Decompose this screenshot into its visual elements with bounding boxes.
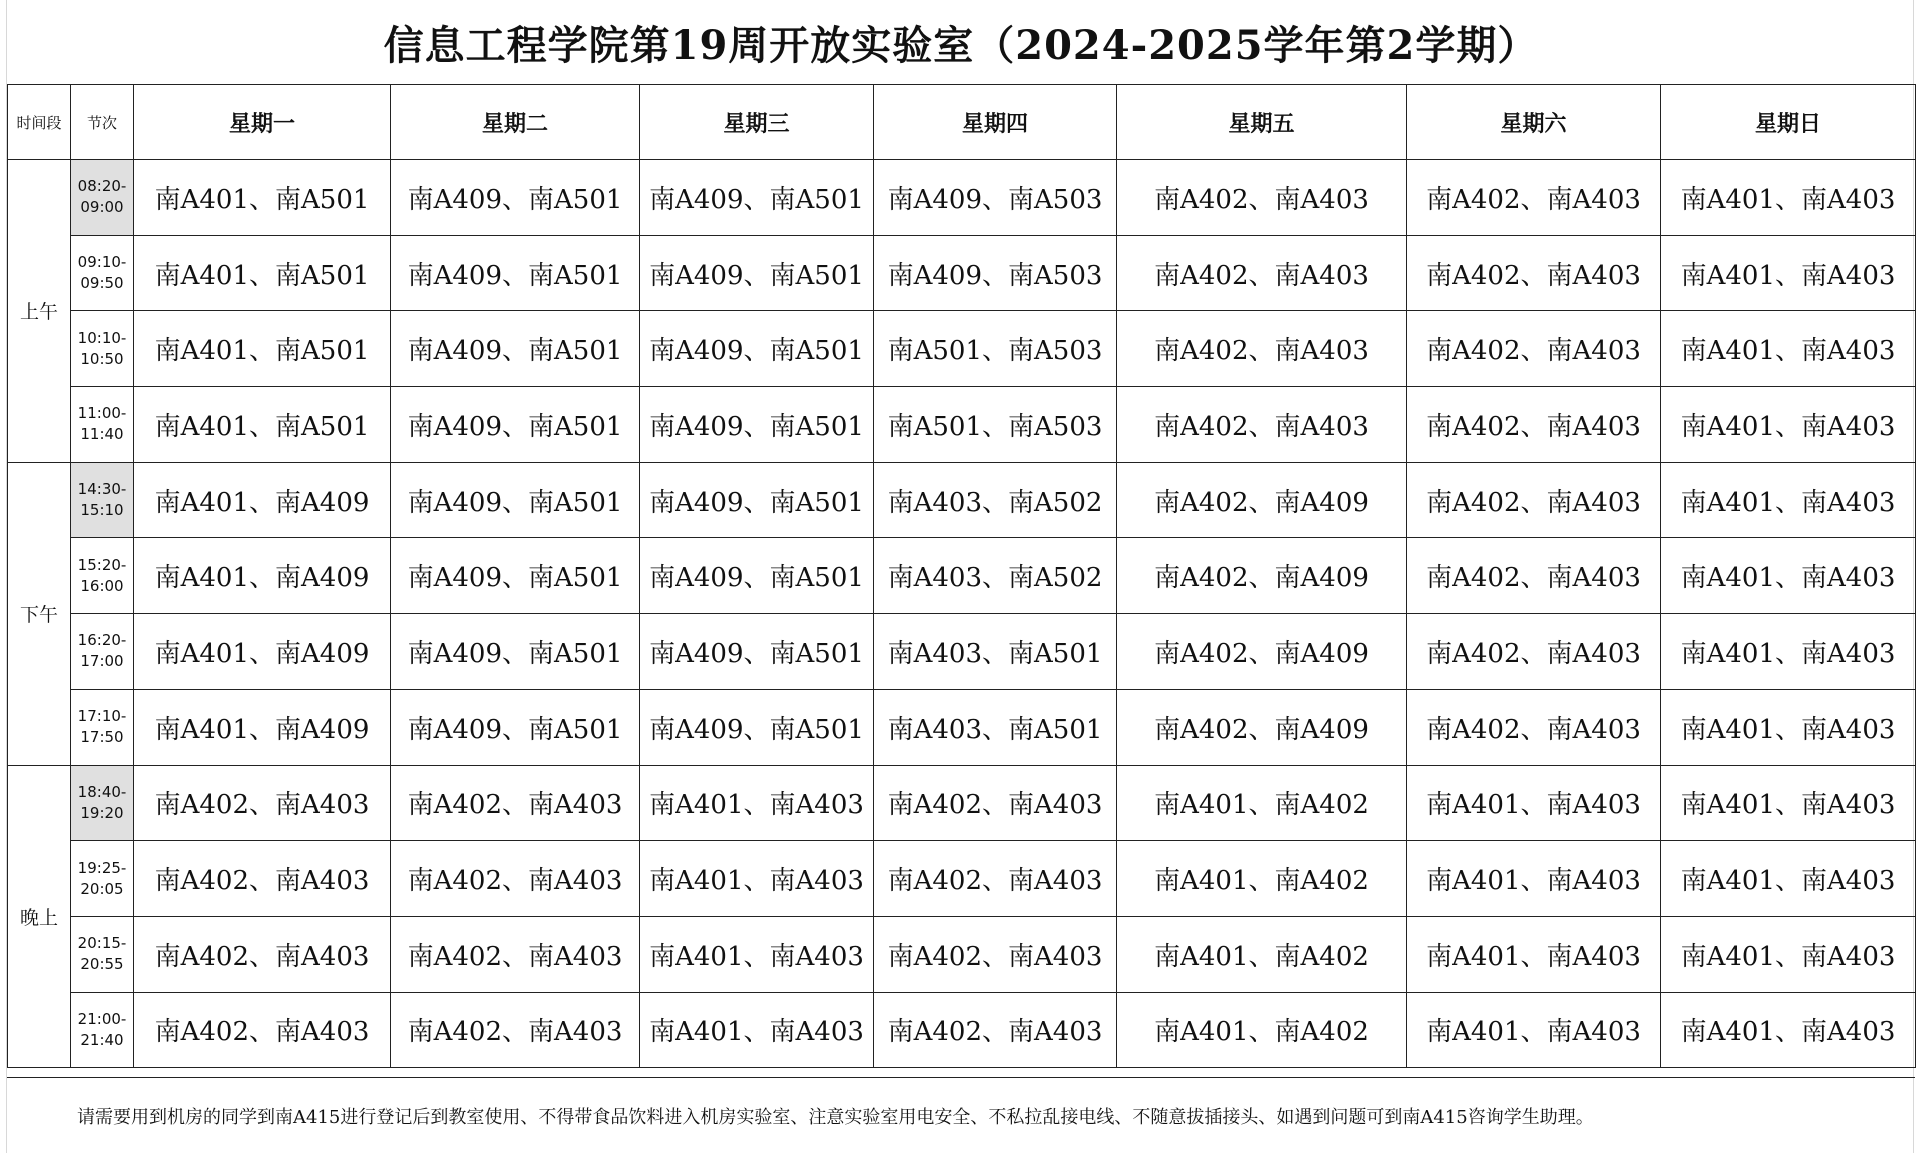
period-end: 17:00 xyxy=(80,652,124,671)
table-row xyxy=(8,689,1916,765)
room-cell-thursday: 南A409、南A503 xyxy=(874,235,1117,311)
period-time xyxy=(71,387,134,463)
room-cell-monday: 南A401、南A409 xyxy=(134,689,391,765)
room-cell-thursday: 南A403、南A501 xyxy=(874,689,1117,765)
room-cell-monday: 南A401、南A501 xyxy=(134,311,391,387)
room-cell-monday: 南A401、南A409 xyxy=(134,538,391,614)
room-cell-friday: 南A402、南A403 xyxy=(1117,387,1407,463)
period-time xyxy=(71,311,134,387)
room-cell-friday: 南A402、南A409 xyxy=(1117,462,1407,538)
room-cell-saturday: 南A401、南A403 xyxy=(1407,916,1661,992)
room-cell-saturday: 南A402、南A403 xyxy=(1407,235,1661,311)
period-time xyxy=(71,614,134,690)
room-cell-friday: 南A401、南A402 xyxy=(1117,841,1407,917)
room-cell-tuesday: 南A409、南A501 xyxy=(391,689,640,765)
period-time xyxy=(71,916,134,992)
day-header-thursday: 星期四 xyxy=(874,85,1117,160)
period-start: 19:25- xyxy=(77,858,127,877)
room-cell-saturday: 南A401、南A403 xyxy=(1407,992,1661,1068)
period-start: 14:30- xyxy=(77,480,127,499)
period-start: 10:10- xyxy=(77,328,127,347)
room-cell-saturday: 南A402、南A403 xyxy=(1407,614,1661,690)
room-cell-wednesday: 南A409、南A501 xyxy=(640,689,874,765)
table-row xyxy=(8,387,1916,463)
room-cell-monday: 南A402、南A403 xyxy=(134,765,391,841)
room-cell-friday: 南A402、南A409 xyxy=(1117,689,1407,765)
room-cell-wednesday: 南A401、南A403 xyxy=(640,841,874,917)
day-header-monday: 星期一 xyxy=(134,85,391,160)
period-start: 11:00- xyxy=(77,404,127,423)
table-row xyxy=(8,160,1916,236)
room-cell-sunday: 南A401、南A403 xyxy=(1661,235,1916,311)
period-time xyxy=(71,841,134,917)
schedule-body xyxy=(8,160,1916,1068)
room-cell-tuesday: 南A409、南A501 xyxy=(391,538,640,614)
room-cell-wednesday: 南A409、南A501 xyxy=(640,235,874,311)
period-start: 18:40- xyxy=(77,782,127,801)
period-time xyxy=(71,160,134,236)
room-cell-thursday: 南A501、南A503 xyxy=(874,311,1117,387)
room-cell-wednesday: 南A401、南A403 xyxy=(640,992,874,1068)
room-cell-saturday: 南A402、南A403 xyxy=(1407,538,1661,614)
table-row xyxy=(8,841,1916,917)
room-cell-tuesday: 南A409、南A501 xyxy=(391,462,640,538)
room-cell-monday: 南A401、南A501 xyxy=(134,387,391,463)
day-header-saturday: 星期六 xyxy=(1407,85,1661,160)
room-cell-wednesday: 南A409、南A501 xyxy=(640,538,874,614)
table-row xyxy=(8,311,1916,387)
room-cell-thursday: 南A402、南A403 xyxy=(874,916,1117,992)
room-cell-saturday: 南A401、南A403 xyxy=(1407,765,1661,841)
room-cell-sunday: 南A401、南A403 xyxy=(1661,462,1916,538)
room-cell-tuesday: 南A409、南A501 xyxy=(391,311,640,387)
room-cell-sunday: 南A401、南A403 xyxy=(1661,311,1916,387)
room-cell-sunday: 南A401、南A403 xyxy=(1661,992,1916,1068)
time-segment-evening: 晚上 xyxy=(8,765,71,1068)
period-time xyxy=(71,765,134,841)
room-cell-tuesday: 南A402、南A403 xyxy=(391,765,640,841)
page-title: 信息工程学院第19周开放实验室（2024-2025学年第2学期） xyxy=(383,21,1539,69)
usage-notice: 请需要用到机房的同学到南A415进行登记后到教室使用、不得带食品饮料进入机房实验室、注意实验室用电安全、不私拉乱接电线、不随意拔插接头、如遇到问题可到南A415咨询学生助理。 xyxy=(7,1077,1915,1153)
period-start: 21:00- xyxy=(77,1009,127,1028)
room-cell-saturday: 南A402、南A403 xyxy=(1407,387,1661,463)
room-cell-wednesday: 南A409、南A501 xyxy=(640,160,874,236)
room-cell-thursday: 南A409、南A503 xyxy=(874,160,1117,236)
day-header-tuesday: 星期二 xyxy=(391,85,640,160)
room-cell-wednesday: 南A401、南A403 xyxy=(640,916,874,992)
room-cell-tuesday: 南A402、南A403 xyxy=(391,841,640,917)
period-start: 15:20- xyxy=(77,555,127,574)
room-cell-wednesday: 南A409、南A501 xyxy=(640,387,874,463)
period-end: 20:55 xyxy=(80,955,124,974)
segment-column-header: 时间段 xyxy=(8,85,71,160)
period-end: 09:00 xyxy=(80,198,124,217)
room-cell-thursday: 南A403、南A501 xyxy=(874,614,1117,690)
period-end: 11:40 xyxy=(80,425,124,444)
period-time xyxy=(71,235,134,311)
room-cell-friday: 南A401、南A402 xyxy=(1117,992,1407,1068)
table-row xyxy=(8,992,1916,1068)
room-cell-monday: 南A402、南A403 xyxy=(134,992,391,1068)
period-end: 20:05 xyxy=(80,879,124,898)
room-cell-friday: 南A402、南A403 xyxy=(1117,160,1407,236)
room-cell-sunday: 南A401、南A403 xyxy=(1661,689,1916,765)
period-time xyxy=(71,462,134,538)
room-cell-tuesday: 南A402、南A403 xyxy=(391,992,640,1068)
table-row xyxy=(8,538,1916,614)
room-cell-monday: 南A401、南A501 xyxy=(134,160,391,236)
period-start: 17:10- xyxy=(77,707,127,726)
table-row xyxy=(8,235,1916,311)
period-start: 08:20- xyxy=(77,177,127,196)
period-end: 16:00 xyxy=(80,576,124,595)
room-cell-monday: 南A401、南A409 xyxy=(134,614,391,690)
room-cell-thursday: 南A402、南A403 xyxy=(874,992,1117,1068)
room-cell-thursday: 南A402、南A403 xyxy=(874,765,1117,841)
room-cell-friday: 南A402、南A409 xyxy=(1117,614,1407,690)
day-header-friday: 星期五 xyxy=(1117,85,1407,160)
room-cell-tuesday: 南A402、南A403 xyxy=(391,916,640,992)
lab-schedule-table xyxy=(7,84,1916,1068)
period-end: 10:50 xyxy=(80,349,124,368)
room-cell-tuesday: 南A409、南A501 xyxy=(391,614,640,690)
room-cell-monday: 南A401、南A501 xyxy=(134,235,391,311)
table-row xyxy=(8,765,1916,841)
period-end: 17:50 xyxy=(80,728,124,747)
period-start: 20:15- xyxy=(77,934,127,953)
room-cell-friday: 南A401、南A402 xyxy=(1117,916,1407,992)
day-header-sunday: 星期日 xyxy=(1661,85,1916,160)
time-segment-afternoon: 下午 xyxy=(8,462,71,765)
room-cell-monday: 南A402、南A403 xyxy=(134,916,391,992)
period-end: 21:40 xyxy=(80,1030,124,1049)
room-cell-saturday: 南A402、南A403 xyxy=(1407,160,1661,236)
room-cell-sunday: 南A401、南A403 xyxy=(1661,841,1916,917)
room-cell-tuesday: 南A409、南A501 xyxy=(391,160,640,236)
period-end: 09:50 xyxy=(80,274,124,293)
time-segment-morning: 上午 xyxy=(8,160,71,463)
room-cell-wednesday: 南A401、南A403 xyxy=(640,765,874,841)
room-cell-monday: 南A402、南A403 xyxy=(134,841,391,917)
room-cell-friday: 南A402、南A409 xyxy=(1117,538,1407,614)
room-cell-sunday: 南A401、南A403 xyxy=(1661,916,1916,992)
room-cell-saturday: 南A401、南A403 xyxy=(1407,841,1661,917)
table-row xyxy=(8,916,1916,992)
room-cell-friday: 南A402、南A403 xyxy=(1117,235,1407,311)
room-cell-thursday: 南A403、南A502 xyxy=(874,538,1117,614)
period-time xyxy=(71,689,134,765)
room-cell-tuesday: 南A409、南A501 xyxy=(391,387,640,463)
room-cell-saturday: 南A402、南A403 xyxy=(1407,311,1661,387)
room-cell-saturday: 南A402、南A403 xyxy=(1407,689,1661,765)
room-cell-sunday: 南A401、南A403 xyxy=(1661,538,1916,614)
room-cell-wednesday: 南A409、南A501 xyxy=(640,462,874,538)
room-cell-friday: 南A402、南A403 xyxy=(1117,311,1407,387)
room-cell-wednesday: 南A409、南A501 xyxy=(640,614,874,690)
period-time xyxy=(71,992,134,1068)
header-row xyxy=(8,85,1916,160)
day-header-wednesday: 星期三 xyxy=(640,85,874,160)
period-end: 19:20 xyxy=(80,803,124,822)
period-start: 16:20- xyxy=(77,631,127,650)
period-start: 09:10- xyxy=(77,253,127,272)
room-cell-sunday: 南A401、南A403 xyxy=(1661,614,1916,690)
room-cell-sunday: 南A401、南A403 xyxy=(1661,387,1916,463)
schedule-sheet xyxy=(6,0,1914,1153)
room-cell-sunday: 南A401、南A403 xyxy=(1661,765,1916,841)
room-cell-wednesday: 南A409、南A501 xyxy=(640,311,874,387)
period-column-header: 节次 xyxy=(71,85,134,160)
table-row xyxy=(8,614,1916,690)
room-cell-friday: 南A401、南A402 xyxy=(1117,765,1407,841)
room-cell-tuesday: 南A409、南A501 xyxy=(391,235,640,311)
period-time xyxy=(71,538,134,614)
room-cell-saturday: 南A402、南A403 xyxy=(1407,462,1661,538)
room-cell-sunday: 南A401、南A403 xyxy=(1661,160,1916,236)
period-end: 15:10 xyxy=(80,501,124,520)
room-cell-monday: 南A401、南A409 xyxy=(134,462,391,538)
table-row xyxy=(8,462,1916,538)
room-cell-thursday: 南A402、南A403 xyxy=(874,841,1117,917)
room-cell-thursday: 南A403、南A502 xyxy=(874,462,1117,538)
room-cell-thursday: 南A501、南A503 xyxy=(874,387,1117,463)
